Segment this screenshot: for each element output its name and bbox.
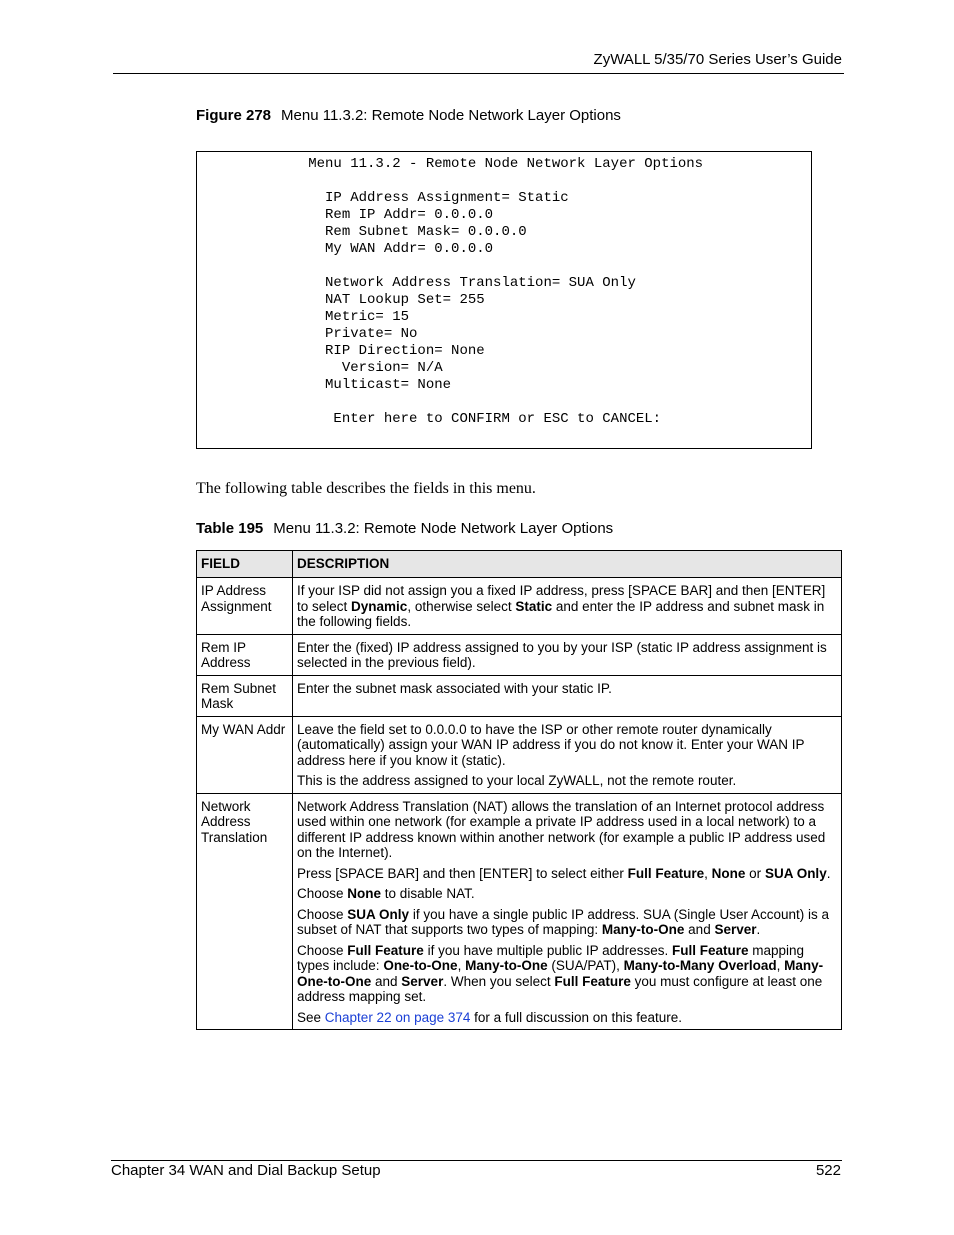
bold-term: Full Feature	[627, 865, 705, 881]
description-text: if you have a single public IP address. SUA (Single User Account) is a subset of NAT that supports two types of mapping:	[297, 906, 830, 937]
field-name-cell: IP Address Assignment	[197, 578, 293, 635]
table-label: Table 195	[196, 520, 264, 537]
bold-term: Full Feature	[554, 973, 631, 989]
description-text: and enter the IP address and subnet mask in the following fields.	[297, 598, 825, 629]
description-text: for a full discussion on this feature.	[470, 1009, 683, 1025]
description-text: Choose	[297, 906, 348, 922]
description-cell	[293, 634, 842, 675]
description-text: ,	[776, 958, 785, 973]
console-line: Menu 11.3.2 - Remote Node Network Layer Options	[199, 156, 704, 172]
description-text: Enter the (fixed) IP address assigned to you by your ISP (static IP address assignment is selected in the previous field).	[297, 639, 827, 670]
description-paragraph	[297, 866, 837, 882]
field-name-cell: Network Address Translation	[197, 793, 293, 1030]
description-paragraph	[297, 1010, 837, 1026]
field-name-cell: Rem IP Address	[197, 634, 293, 675]
description-cell	[293, 716, 842, 793]
footer-rule	[111, 1160, 842, 1161]
description-cell	[293, 675, 842, 716]
bold-term: Dynamic	[351, 598, 408, 614]
bold-term: None	[711, 865, 746, 881]
description-paragraph	[297, 799, 837, 861]
bold-term: None	[347, 886, 382, 901]
console-screen	[196, 151, 812, 449]
description-text: ,	[704, 865, 712, 881]
description-text: ,	[457, 958, 466, 973]
description-paragraph	[297, 640, 837, 671]
table-row	[197, 675, 842, 716]
console-line: NAT Lookup Set= 255	[199, 292, 485, 308]
bold-term: SUA Only	[764, 865, 827, 881]
description-text: and	[684, 922, 715, 937]
description-paragraph	[297, 886, 837, 902]
description-paragraph	[297, 583, 837, 630]
description-text: , otherwise select	[407, 598, 516, 614]
table-caption	[196, 520, 613, 537]
table-row	[197, 793, 842, 1030]
table-row	[197, 634, 842, 675]
table-body	[197, 578, 842, 1030]
description-text: Choose	[297, 886, 348, 901]
description-text: Press [SPACE BAR] and then [ENTER] to select either	[297, 865, 628, 881]
description-text: you must configure at least one address mapping set.	[297, 973, 823, 1004]
console-line: Private= No	[199, 326, 418, 342]
table-title: Menu 11.3.2: Remote Node Network Layer Options	[273, 520, 614, 537]
description-text: to disable NAT.	[381, 886, 475, 901]
header-rule	[113, 73, 844, 74]
bold-term: Server	[401, 973, 444, 989]
figure-caption	[196, 107, 621, 124]
description-text: If your ISP did not assign you a fixed IP address, press [SPACE BAR] and then [ENTER] to select	[297, 583, 826, 614]
description-text: or	[745, 865, 765, 881]
column-header-description: DESCRIPTION	[293, 551, 842, 578]
description-text: if you have multiple public IP addresses.	[423, 942, 672, 958]
description-cell	[293, 793, 842, 1030]
bold-term: Server	[714, 922, 757, 937]
intro-text: The following table describes the fields in this menu.	[196, 480, 536, 497]
column-header-field: FIELD	[197, 551, 293, 578]
field-name-cell: My WAN Addr	[197, 716, 293, 793]
bold-term: One-to-One	[383, 958, 458, 973]
description-text: . When you select	[443, 973, 555, 989]
description-text: This is the address assigned to your local ZyWALL, not the remote router.	[297, 773, 737, 788]
bold-term: Many-to-Many Overload	[623, 958, 777, 973]
field-description-table	[196, 550, 842, 1030]
bold-term: Many-to-One	[465, 958, 548, 973]
footer-chapter: Chapter 34 WAN and Dial Backup Setup	[111, 1162, 381, 1179]
description-text: .	[826, 865, 831, 881]
description-paragraph	[297, 681, 837, 697]
description-text: Enter the subnet mask associated with your static IP.	[297, 680, 612, 696]
description-cell	[293, 578, 842, 635]
bold-term: Many-to-One	[601, 922, 685, 937]
console-line: IP Address Assignment= Static	[199, 190, 569, 206]
description-text: (SUA/PAT),	[547, 958, 624, 973]
cross-reference-link[interactable]: Chapter 22 on page 374	[324, 1009, 471, 1025]
description-text: and	[371, 973, 402, 989]
field-name-cell: Rem Subnet Mask	[197, 675, 293, 716]
description-paragraph	[297, 773, 837, 789]
console-line: Multicast= None	[199, 377, 452, 393]
figure-label: Figure 278	[196, 107, 272, 124]
table-header-row	[197, 551, 842, 578]
description-paragraph	[297, 907, 837, 938]
console-line: RIP Direction= None	[199, 343, 485, 359]
description-text: Network Address Translation (NAT) allows the translation of an Internet protocol address used within one network (for example a private IP address used in a local network) to a different IP address known within another network (for example a public IP address used on the Internet).	[297, 798, 826, 860]
footer-page-number: 522	[815, 1162, 841, 1179]
description-text: Choose	[297, 942, 348, 958]
console-line: Rem IP Addr= 0.0.0.0	[199, 207, 494, 223]
description-text: See	[297, 1009, 325, 1025]
description-text: Leave the field set to 0.0.0.0 to have the ISP or other remote router dynamically (automatically) assign your WAN IP address if you do not know it. Enter your WAN IP address here if you know it (static).	[297, 721, 805, 768]
running-header-title: ZyWALL 5/35/70 Series User’s Guide	[593, 51, 842, 68]
bold-term: Static	[515, 598, 553, 614]
table-row	[197, 578, 842, 635]
console-line: Version= N/A	[199, 360, 443, 376]
console-line: Network Address Translation= SUA Only	[199, 275, 636, 291]
description-paragraph	[297, 943, 837, 1005]
bold-term: Many- One-to-One	[297, 958, 824, 989]
bold-term: Full Feature	[347, 942, 424, 958]
table-row	[197, 716, 842, 793]
description-paragraph	[297, 722, 837, 769]
bold-term: SUA Only	[347, 906, 410, 922]
console-line: Rem Subnet Mask= 0.0.0.0	[199, 224, 527, 240]
figure-title: Menu 11.3.2: Remote Node Network Layer Options	[281, 107, 621, 124]
console-line: Enter here to CONFIRM or ESC to CANCEL:	[199, 411, 662, 427]
bold-term: Full Feature	[671, 942, 749, 958]
description-text: mapping types include:	[297, 942, 805, 973]
console-line: My WAN Addr= 0.0.0.0	[199, 241, 494, 257]
console-line: Metric= 15	[199, 309, 410, 325]
description-text: .	[756, 922, 761, 937]
